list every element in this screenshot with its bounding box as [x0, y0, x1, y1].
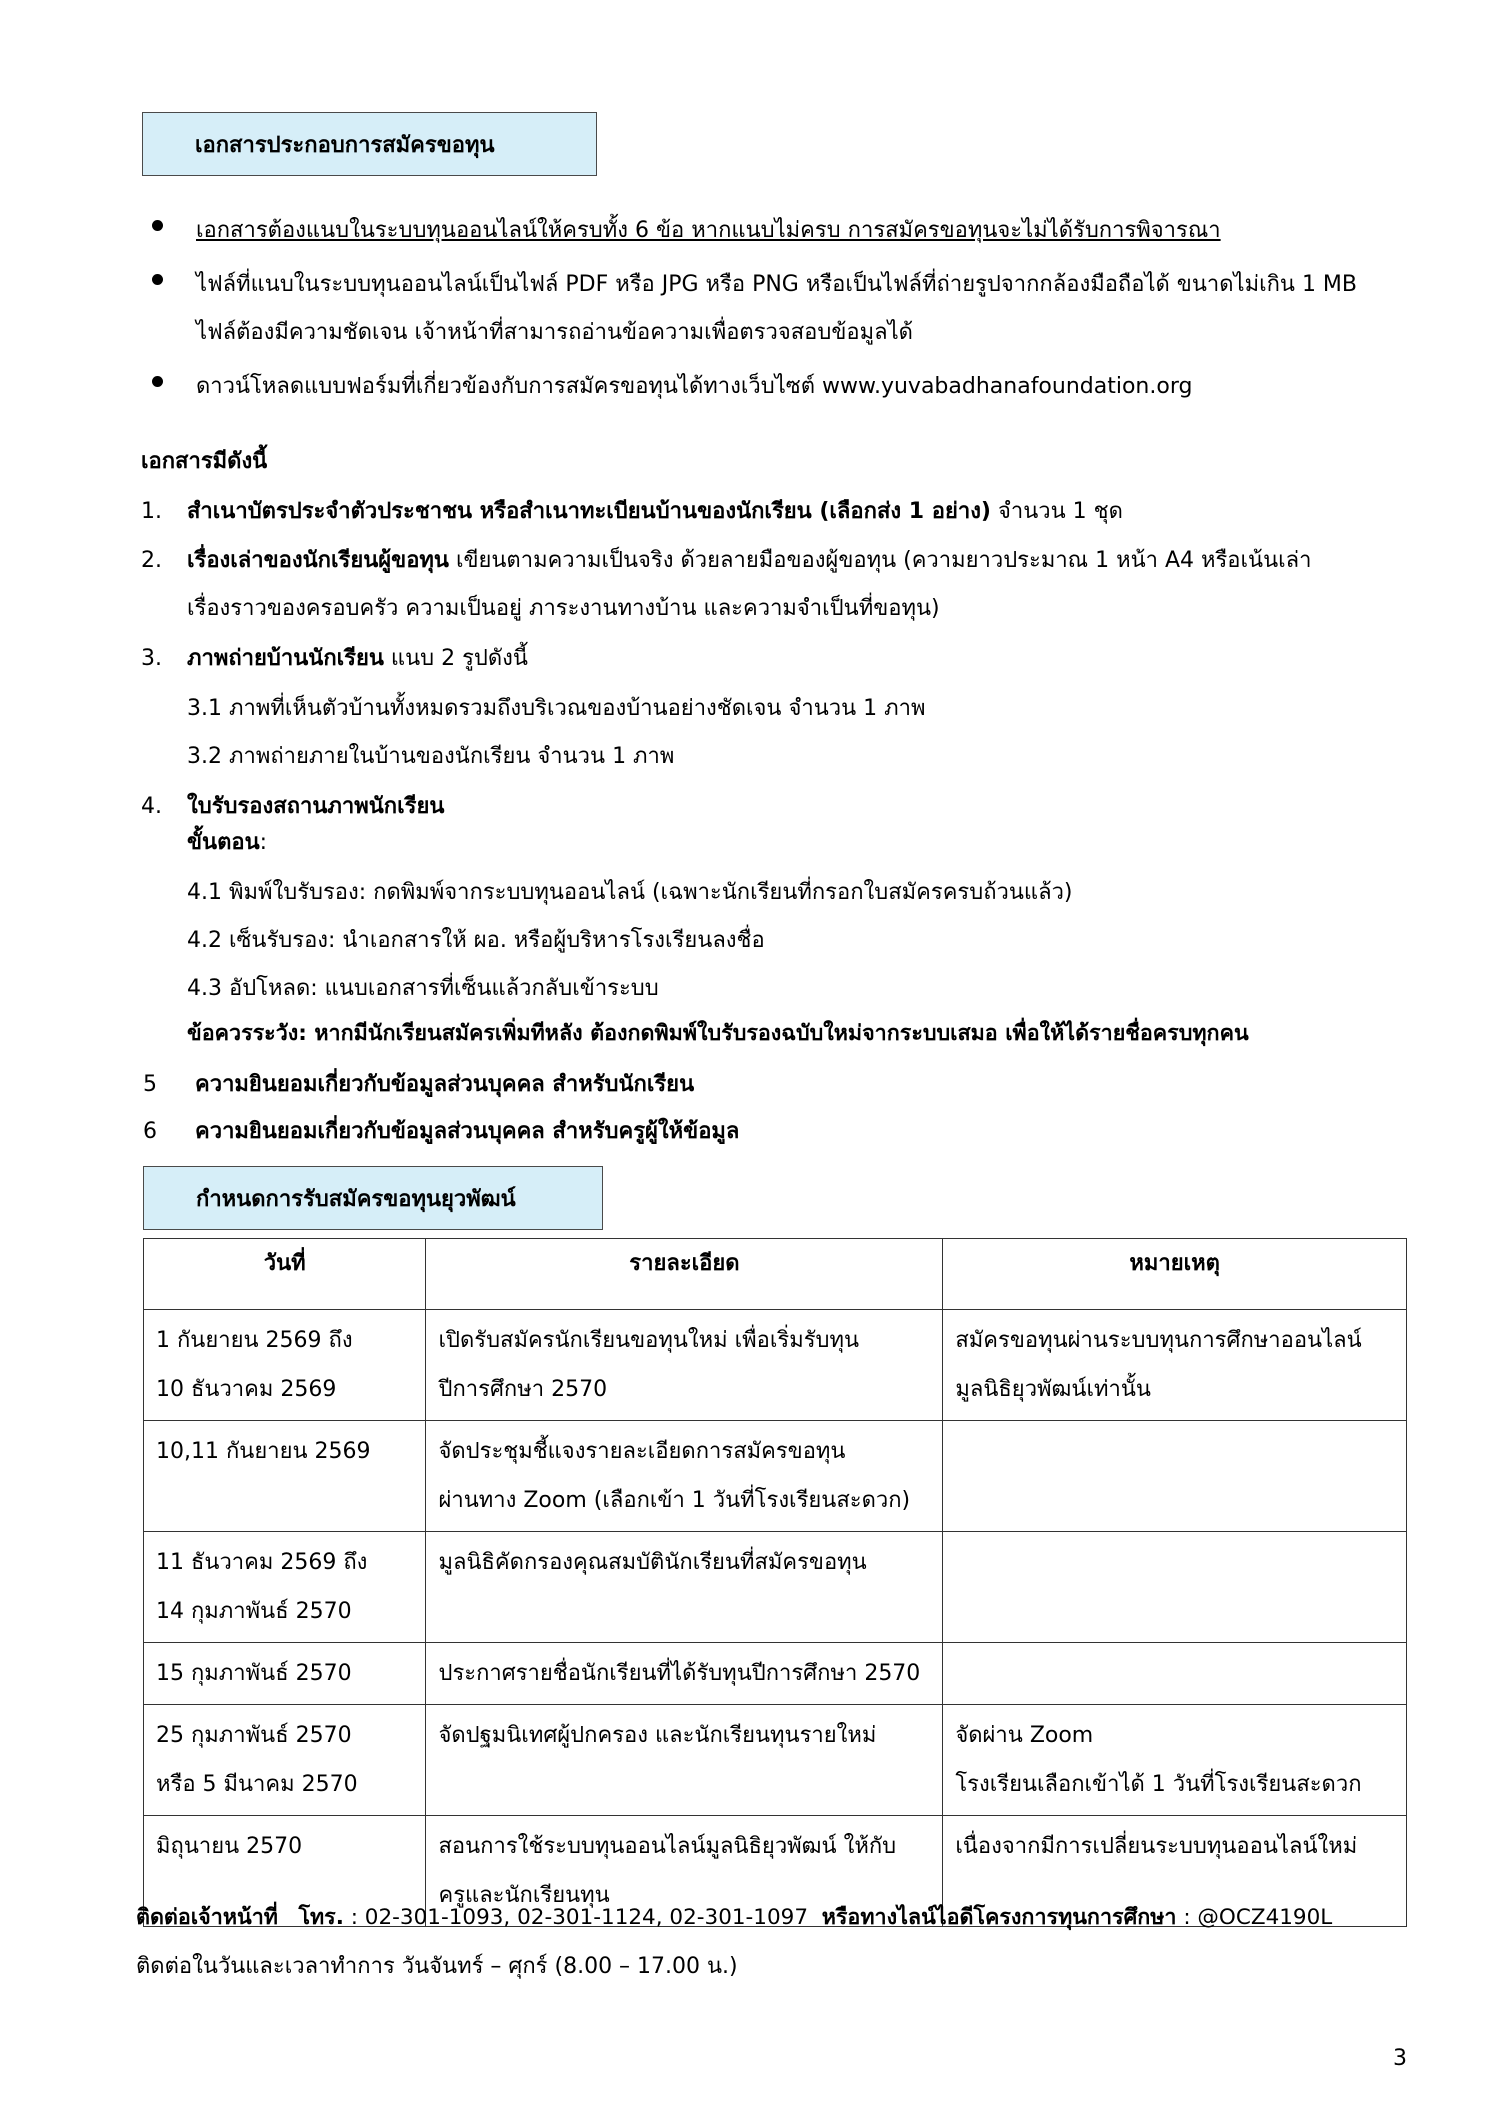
cell-line: มิถุนายน 2570: [156, 1834, 303, 1859]
steps-colon: :: [259, 830, 268, 855]
cell-line: ปีการศึกษา 2570: [438, 1377, 608, 1402]
table-cell-date: [144, 1643, 426, 1705]
cell-line: 1 กันยายน 2569 ถึง: [156, 1328, 353, 1353]
contact-label: ติดต่อเจ้าหน้าที่: [136, 1905, 278, 1930]
section-heading-schedule: [143, 1166, 603, 1230]
doc-item-6: [143, 1113, 739, 1148]
table-row: [144, 1643, 1407, 1705]
doc-item-4-sub-2: 4.2 เซ็นรับรอง: นำเอกสารให้ ผอ. หรือผู้บริหารโรงเรียนลงชื่อ: [187, 928, 765, 953]
cell-line: จัดปฐมนิเทศผู้ปกครอง และนักเรียนทุนรายใหม่: [438, 1723, 877, 1748]
cell-line: มูลนิธิคัดกรองคุณสมบัตินักเรียนที่สมัครขอทุน: [438, 1550, 867, 1575]
doc-item-title: ความยินยอมเกี่ยวกับข้อมูลส่วนบุคคล สำหรับนักเรียน: [195, 1072, 695, 1097]
table-row: [144, 1532, 1407, 1643]
doc-item-number: 5: [143, 1072, 157, 1097]
cell-line: สอนการใช้ระบบทุนออนไลน์มูลนิธิยุวพัฒน์ ให้กับ: [438, 1834, 897, 1859]
steps-label: ขั้นตอน: [187, 830, 260, 855]
doc-item-number: 3.: [141, 646, 162, 671]
table-cell-detail: [426, 1421, 943, 1532]
column-header-detail: รายละเอียด: [426, 1239, 943, 1310]
doc-item-number: 6: [143, 1119, 157, 1144]
cell-line: 11 ธันวาคม 2569 ถึง: [156, 1550, 368, 1575]
cell-line: 15 กุมภาพันธ์ 2570: [156, 1661, 352, 1686]
bullet-item-2-line2: ไฟล์ต้องมีความชัดเจน เจ้าหน้าที่สามารถอ่านข้อความเพื่อตรวจสอบข้อมูลได้: [196, 320, 913, 345]
doc-item-title: สำเนาบัตรประจำตัวประชาชน หรือสำเนาทะเบียนบ้านของนักเรียน (เลือกส่ง 1 อย่าง): [187, 499, 991, 524]
doc-item-4-warning: ข้อควรระวัง: หากมีนักเรียนสมัครเพิ่มทีหลัง ต้องกดพิมพ์ใบรับรองฉบับใหม่จากระบบเสมอ เพื่อให้ได้รายชื่อครบทุกคน: [187, 1021, 1249, 1046]
table-cell-date: [144, 1310, 426, 1421]
table-row: [144, 1705, 1407, 1816]
cell-line: 10 ธันวาคม 2569: [156, 1377, 337, 1402]
cell-line: จัดผ่าน Zoom: [955, 1723, 1094, 1748]
bullet-dot-icon: [152, 220, 163, 231]
line-id: : @OCZ4190L: [1176, 1905, 1333, 1930]
doc-item-title: ใบรับรองสถานภาพนักเรียน: [187, 794, 445, 819]
doc-item-title: ความยินยอมเกี่ยวกับข้อมูลส่วนบุคคล สำหรับครูผู้ให้ข้อมูล: [195, 1119, 740, 1144]
doc-item-detail: เขียนตามความเป็นจริง ด้วยลายมือของผู้ขอทุน (ความยาวประมาณ 1 หน้า A4 หรือเน้นเล่า: [448, 548, 1312, 573]
doc-item-3-sub-2: 3.2 ภาพถ่ายภายในบ้านของนักเรียน จำนวน 1 ภาพ: [187, 744, 675, 769]
cell-line: จัดประชุมชี้แจงรายละเอียดการสมัครขอทุน: [438, 1439, 846, 1464]
table-cell-detail: [426, 1705, 943, 1816]
bullet-item-2-line1: ไฟล์ที่แนบในระบบทุนออนไลน์เป็นไฟล์ PDF หรือ JPG หรือ PNG หรือเป็นไฟล์ที่ถ่ายรูปจากกล้องมือถือได้ ขนาดไม่เกิน 1 MB: [196, 272, 1358, 297]
doc-item-title: ภาพถ่ายบ้านนักเรียน: [187, 646, 384, 671]
doc-item-detail: จำนวน 1 ชุด: [991, 499, 1123, 524]
table-cell-detail: [426, 1310, 943, 1421]
bullet-item-1: เอกสารต้องแนบในระบบทุนออนไลน์ให้ครบทั้ง 6 ข้อ หากแนบไม่ครบ การสมัครขอทุนจะไม่ได้รับการพิจารณา: [196, 218, 1221, 243]
doc-item-1: [141, 493, 1123, 528]
cell-line: 10,11 กันยายน 2569: [156, 1439, 371, 1464]
table-cell-detail: [426, 1532, 943, 1643]
table-cell-note: [943, 1532, 1407, 1643]
table-cell-date: [144, 1532, 426, 1643]
column-header-date: วันที่: [144, 1239, 426, 1310]
section-heading-text: เอกสารประกอบการสมัครขอทุน: [195, 132, 495, 158]
bullet-dot-icon: [152, 376, 163, 387]
doc-item-4-sub-1: 4.1 พิมพ์ใบรับรอง: กดพิมพ์จากระบบทุนออนไลน์ (เฉพาะนักเรียนที่กรอกใบสมัครครบถ้วนแล้ว): [187, 880, 1073, 905]
schedule-table: [143, 1238, 1407, 1927]
table-cell-note: [943, 1310, 1407, 1421]
table-header-row: [144, 1239, 1407, 1310]
doc-item-2: [141, 542, 1311, 577]
doc-item-detail: แนบ 2 รูปดังนี้: [383, 646, 528, 671]
bullet-item-3: ดาวน์โหลดแบบฟอร์มที่เกี่ยวข้องกับการสมัครขอทุนได้ทางเว็บไซต์ www.yuvabadhanafoundation.org: [196, 374, 1193, 399]
table-cell-date: [144, 1421, 426, 1532]
phone-numbers: : 02-301-1093, 02-301-1124, 02-301-1097: [343, 1905, 809, 1930]
cell-line: ประกาศรายชื่อนักเรียนที่ได้รับทุนปีการศึกษา 2570: [438, 1661, 921, 1686]
cell-line: เนื่องจากมีการเปลี่ยนระบบทุนออนไลน์ใหม่: [955, 1834, 1358, 1859]
table-cell-detail: [426, 1643, 943, 1705]
doc-item-4: [141, 788, 444, 823]
doc-item-2-line2: เรื่องราวของครอบครัว ความเป็นอยู่ ภาระงานทางบ้าน และความจำเป็นที่ขอทุน): [187, 596, 940, 621]
cell-line: ครูและนักเรียนทุน: [438, 1883, 610, 1908]
doc-item-number: 1.: [141, 499, 162, 524]
bullet-dot-icon: [152, 274, 163, 285]
doc-item-4-steps-label: [187, 824, 267, 859]
page-number: 3: [1393, 2046, 1407, 2071]
cell-line: โรงเรียนเลือกเข้าได้ 1 วันที่โรงเรียนสะดวก: [955, 1772, 1362, 1797]
cell-line: มูลนิธิยุวพัฒน์เท่านั้น: [955, 1377, 1151, 1402]
table-cell-note: [943, 1705, 1407, 1816]
cell-line: 25 กุมภาพันธ์ 2570: [156, 1723, 352, 1748]
table-cell-date: [144, 1705, 426, 1816]
doc-item-3: [141, 640, 528, 675]
doc-item-4-sub-3: 4.3 อัปโหลด: แนบเอกสารที่เซ็นแล้วกลับเข้าระบบ: [187, 976, 659, 1001]
cell-line: ผ่านทาง Zoom (เลือกเข้า 1 วันที่โรงเรียนสะดวก): [438, 1488, 911, 1513]
column-header-note: หมายเหตุ: [943, 1239, 1407, 1310]
line-label: หรือทางไลน์ไอดีโครงการทุนการศึกษา: [821, 1905, 1177, 1930]
doc-item-5: [143, 1066, 694, 1101]
table-row: [144, 1421, 1407, 1532]
cell-line: 14 กุมภาพันธ์ 2570: [156, 1599, 352, 1624]
section-heading-text: กำหนดการรับสมัครขอทุนยุวพัฒน์: [196, 1186, 516, 1212]
documents-title: เอกสารมีดังนี้: [141, 449, 268, 474]
contact-hours: ติดต่อในวันและเวลาทำการ วันจันทร์ – ศุกร์ (8.00 – 17.00 น.): [136, 1954, 738, 1979]
doc-item-3-sub-1: 3.1 ภาพที่เห็นตัวบ้านทั้งหมดรวมถึงบริเวณของบ้านอย่างชัดเจน จำนวน 1 ภาพ: [187, 696, 926, 721]
cell-line: เปิดรับสมัครนักเรียนขอทุนใหม่ เพื่อเริ่มรับทุน: [438, 1328, 860, 1353]
doc-item-number: 4.: [141, 794, 162, 819]
doc-item-title: เรื่องเล่าของนักเรียนผู้ขอทุน: [187, 548, 449, 573]
cell-line: สมัครขอทุนผ่านระบบทุนการศึกษาออนไลน์: [955, 1328, 1362, 1353]
table-cell-note: [943, 1643, 1407, 1705]
phone-label: โทร.: [298, 1905, 344, 1930]
table-row: [144, 1310, 1407, 1421]
contact-line: [136, 1900, 1332, 1934]
cell-line: หรือ 5 มีนาคม 2570: [156, 1772, 358, 1797]
doc-item-number: 2.: [141, 548, 162, 573]
table-cell-note: [943, 1421, 1407, 1532]
section-heading-documents: [142, 112, 597, 176]
